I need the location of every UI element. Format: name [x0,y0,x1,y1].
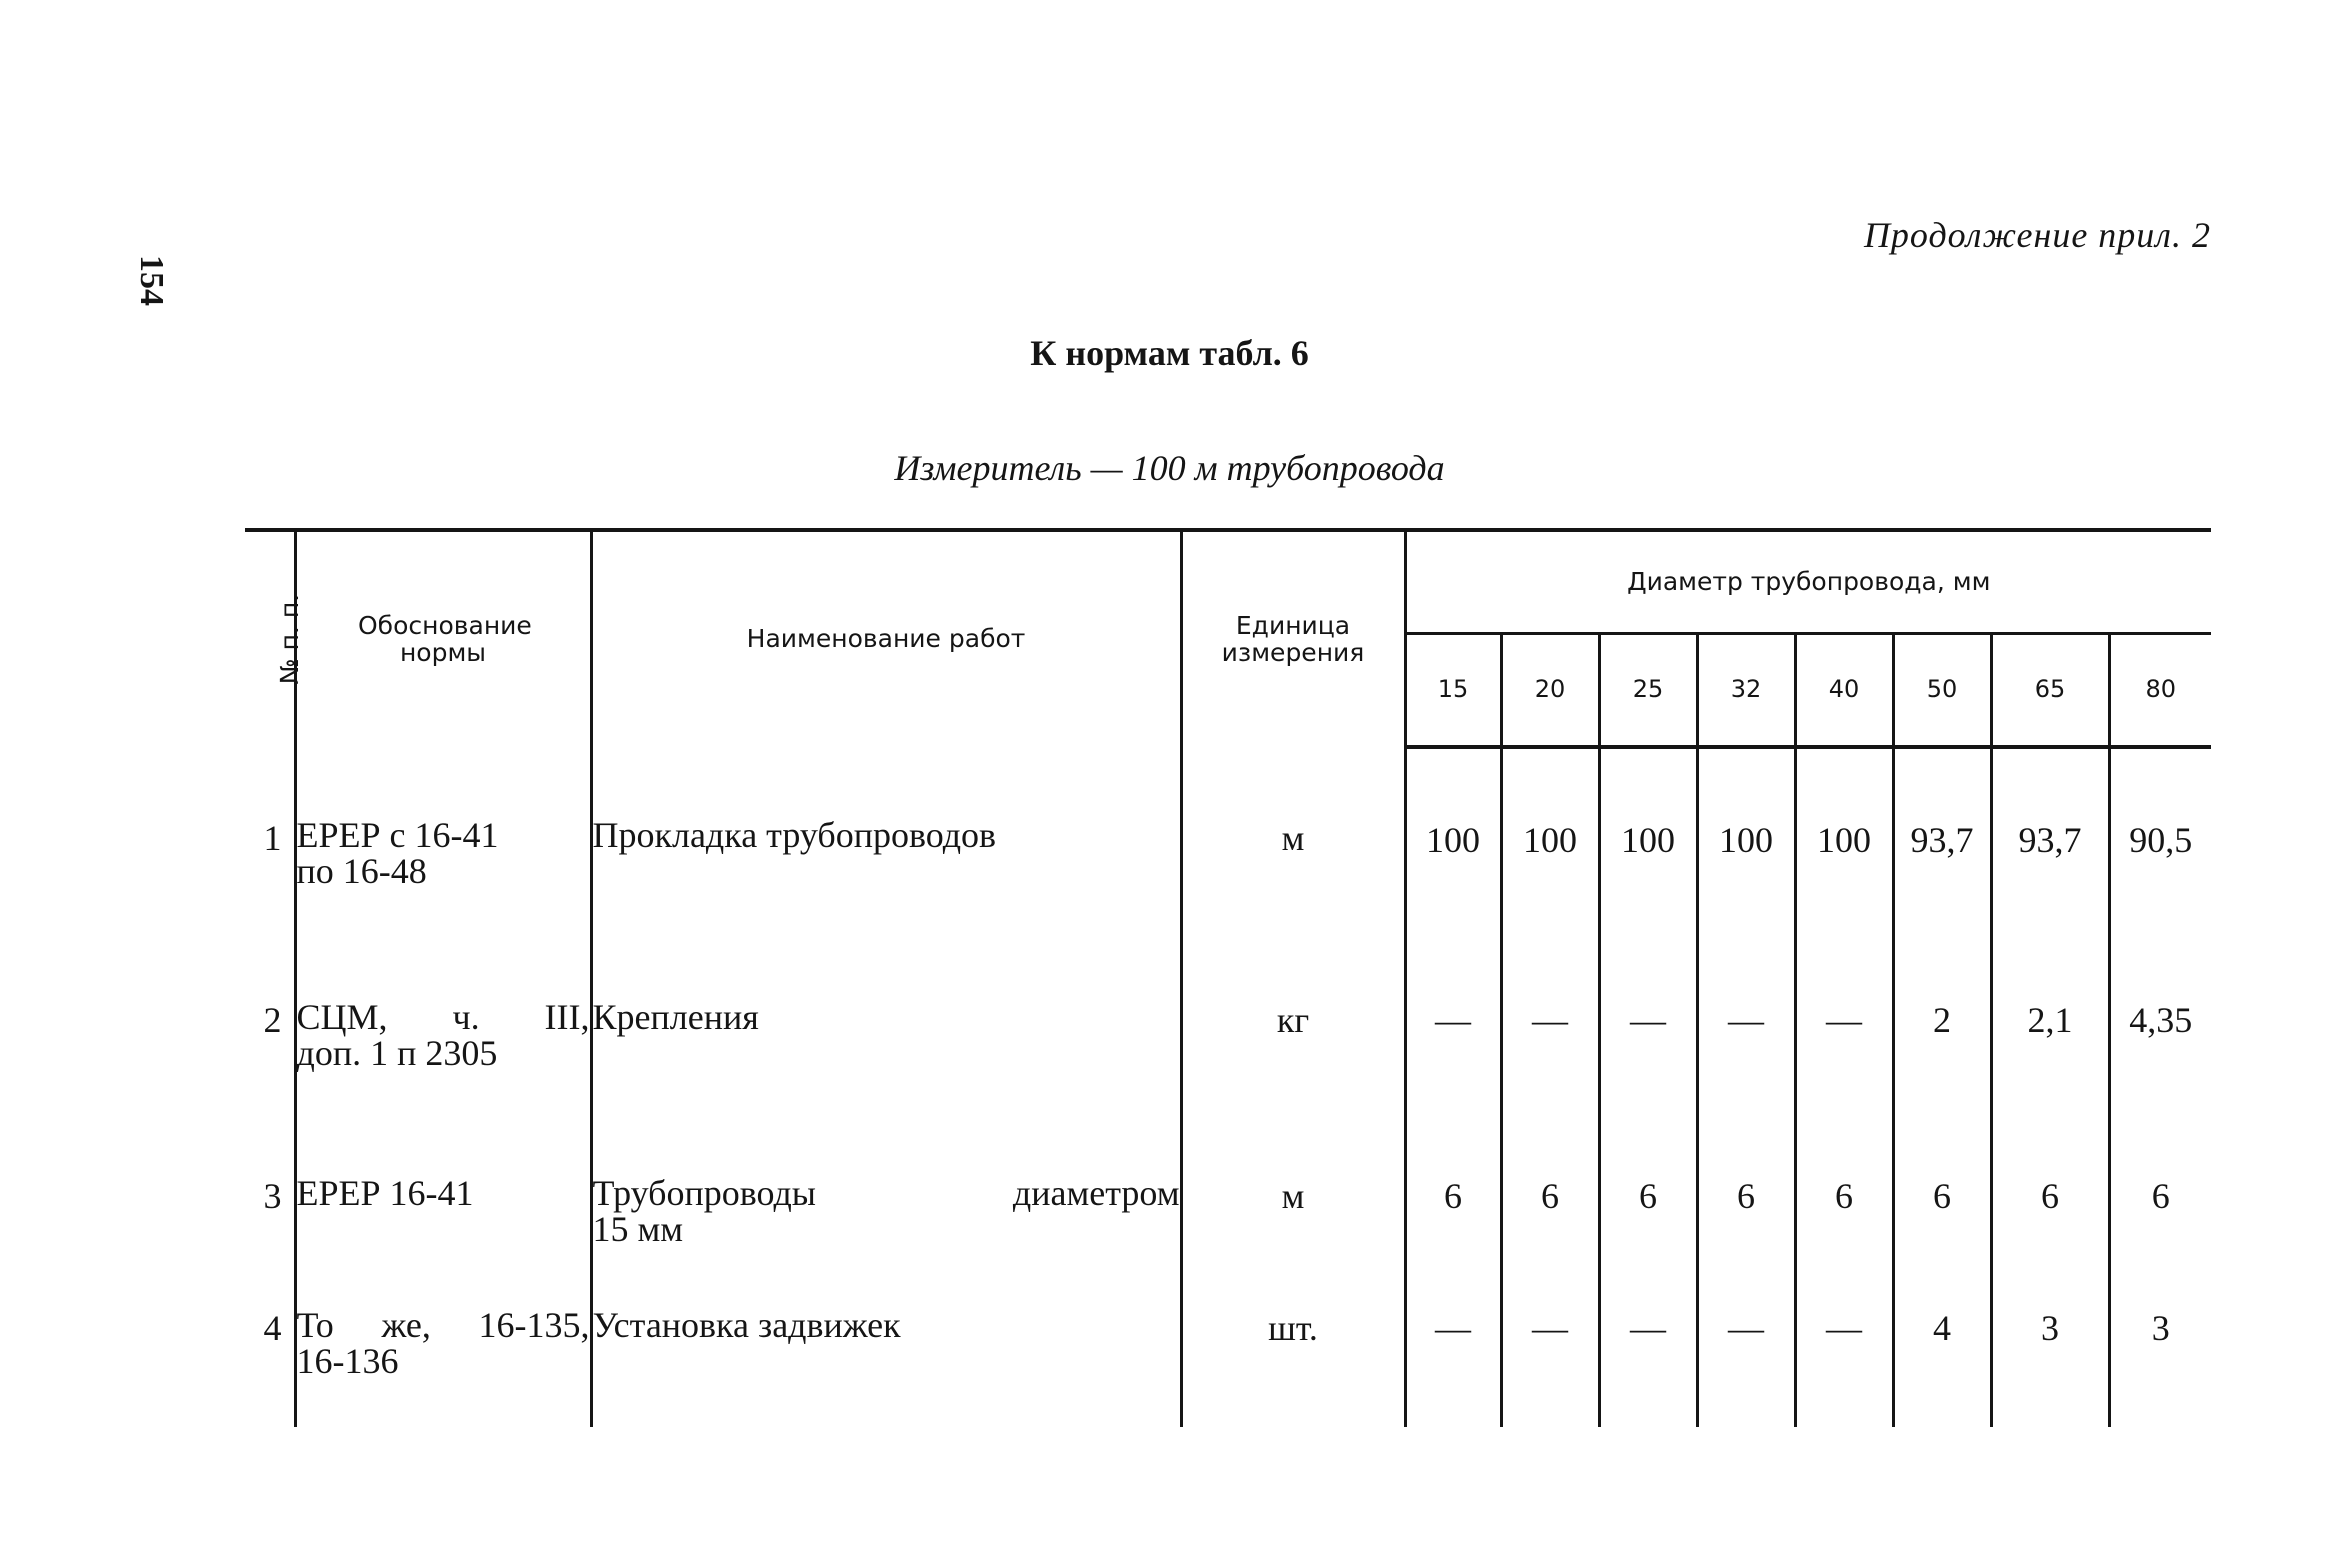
row-basis-line: по 16-48 [296,851,427,891]
header-work: Наименование работ [591,530,1181,747]
row-number: 3 [263,1176,282,1216]
row-value: — [1795,1247,1893,1427]
row-basis [295,1247,591,1427]
row-value: — [1501,929,1599,1105]
row-value: 100 [1405,747,1501,929]
row-unit: м [1181,1105,1405,1247]
table-row [245,1247,2211,1427]
row-value: 3 [1991,1247,2109,1427]
measure-unit-caption: Измеритель — 100 м трубопровода [894,448,1445,488]
row-work-line: Установка задвижек [592,1305,901,1345]
row-value: 100 [1697,747,1795,929]
header-diameter-value: 65 [1991,634,2109,748]
row-value: 2,1 [1991,929,2109,1105]
header-diameter-value: 40 [1795,634,1893,748]
header-unit-label: Единица измерения [1221,611,1365,667]
row-basis-line: ЕРЕР 16-41 [296,1173,474,1213]
row-value: 6 [1599,1105,1697,1247]
row-value: 4 [1893,1247,1991,1427]
row-value: 6 [1893,1105,1991,1247]
row-value: 100 [1795,747,1893,929]
row-value: — [1599,929,1697,1105]
row-value: 2 [1893,929,1991,1105]
page-number: 154 [133,255,170,306]
row-basis [295,747,591,929]
row-value: 90,5 [2109,747,2211,929]
header-diameter-value: 20 [1501,634,1599,748]
row-value: 100 [1501,747,1599,929]
row-number: 2 [263,1000,282,1040]
row-value: — [1501,1247,1599,1427]
table-row [245,747,2211,929]
table-title: К нормам табл. 6 [1030,333,1309,373]
row-unit: шт. [1181,1247,1405,1427]
header-diameter-value: 25 [1599,634,1697,748]
header-num-label: № п. п. [275,594,305,685]
row-value: 3 [2109,1247,2211,1427]
header-basis [295,530,591,747]
row-basis [295,1105,591,1247]
row-work-line: Крепления [592,997,759,1037]
row-work [591,747,1181,929]
row-basis-line: доп. 1 п 2305 [296,1033,498,1073]
row-value: — [1795,929,1893,1105]
row-value: — [1697,1247,1795,1427]
row-value: 6 [1991,1105,2109,1247]
row-unit: кг [1181,929,1405,1105]
header-diameter-value: 50 [1893,634,1991,748]
row-basis-line: ЕРЕР с 16-41 [296,815,499,855]
row-work [591,1247,1181,1427]
row-work-line: Прокладка трубопроводов [592,815,997,855]
row-work-line: Трубопроводы диаметром [592,1173,1180,1213]
row-work [591,1105,1181,1247]
header-unit [1181,530,1405,747]
row-value: — [1697,929,1795,1105]
row-value: 4,35 [2109,929,2211,1105]
continuation-note: Продолжение прил. 2 [1863,215,2211,255]
row-value: — [1599,1247,1697,1427]
header-num [245,530,305,747]
row-value: 93,7 [1893,747,1991,929]
header-diameter-value: 80 [2109,634,2211,748]
row-value: 6 [1405,1105,1501,1247]
table-row [245,929,2211,1105]
row-value: — [1405,929,1501,1105]
row-value: 6 [1501,1105,1599,1247]
header-basis-label: Обоснование нормы [358,611,532,667]
row-number: 4 [263,1308,282,1348]
row-basis [295,929,591,1105]
row-basis-line: То же, 16-135, [296,1305,590,1345]
row-work [591,929,1181,1105]
row-value: 6 [1697,1105,1795,1247]
row-basis-line: 16-136 [296,1341,399,1381]
header-diameter: Диаметр трубопровода, мм [1405,530,2211,634]
row-number: 1 [263,818,282,858]
row-value: — [1405,1247,1501,1427]
row-basis-line: СЦМ, ч. III, [296,997,590,1037]
table-row [245,1105,2211,1247]
row-unit: м [1181,747,1405,929]
row-work-line: 15 мм [592,1209,684,1249]
header-diameter-value: 15 [1405,634,1501,748]
row-value: 6 [2109,1105,2211,1247]
row-value: 100 [1599,747,1697,929]
norms-table [245,528,2211,1427]
row-value: 6 [1795,1105,1893,1247]
header-diameter-value: 32 [1697,634,1795,748]
row-value: 93,7 [1991,747,2109,929]
